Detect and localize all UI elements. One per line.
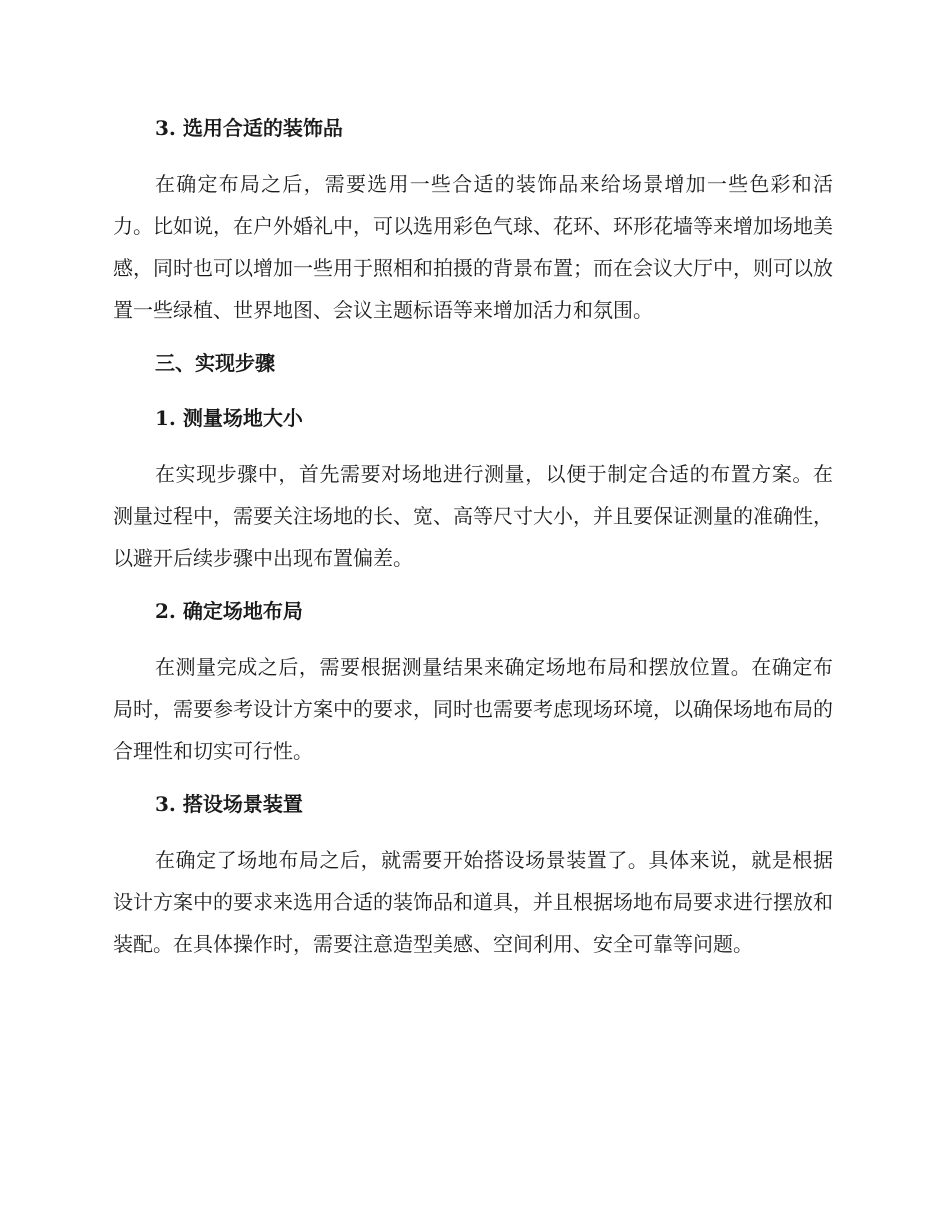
section-paragraph-decorations: 在确定布局之后，需要选用一些合适的装饰品来给场景增加一些色彩和活力。比如说，在户外婚礼中，可以选用彩色气球、花环、环形花墙等来增加场地美感，同时也可以增加一些用于照相和拍摄的背景布置；而在会议大厅中，则可以放置一些绿植、世界地图、会议主题标语等来增加活力和氛围。 <box>113 172 833 322</box>
section-heading-site-layout: 2. 确定场地布局 <box>155 599 303 623</box>
section-heading-measure-site: 1. 测量场地大小 <box>155 406 303 430</box>
section-heading-decorations: 3. 选用合适的装饰品 <box>155 116 343 140</box>
section-paragraph-measure-site: 在实现步骤中，首先需要对场地进行测量，以便于制定合适的布置方案。在测量过程中，需要关注场地的长、宽、高等尺寸大小，并且要保证测量的准确性，以避开后续步骤中出现布置偏差。 <box>113 462 833 570</box>
section-heading-scene-setup: 3. 搭设场景装置 <box>155 792 303 816</box>
section-paragraph-site-layout: 在测量完成之后，需要根据测量结果来确定场地布局和摆放位置。在确定布局时，需要参考设计方案中的要求，同时也需要考虑现场环境，以确保场地布局的合理性和切实可行性。 <box>113 655 833 763</box>
document-page <box>113 108 833 965</box>
section-paragraph-scene-setup: 在确定了场地布局之后，就需要开始搭设场景装置了。具体来说，就是根据设计方案中的要求来选用合适的装饰品和道具，并且根据场地布局要求进行摆放和装配。在具体操作时，需要注意造型美感、空间利用、安全可靠等问题。 <box>113 848 833 956</box>
chapter-heading-implementation: 三、实现步骤 <box>155 351 275 375</box>
